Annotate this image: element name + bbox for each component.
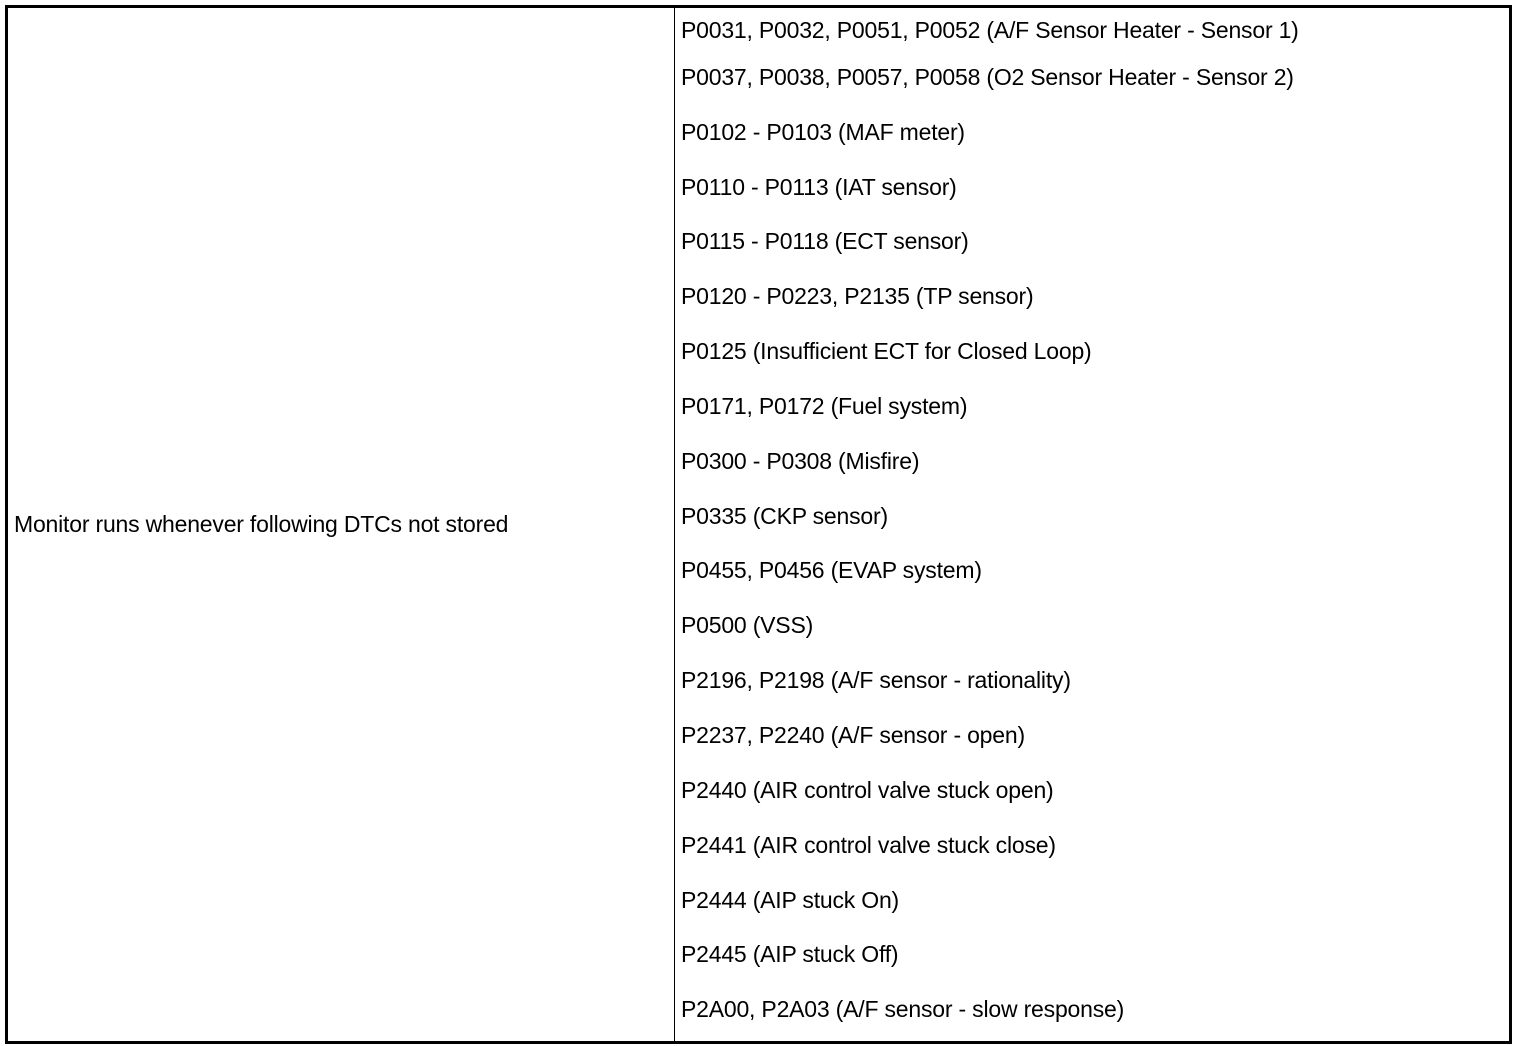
dtc-item: P0171, P0172 (Fuel system) — [681, 392, 968, 419]
dtc-item: P2444 (AIP stuck On) — [681, 886, 900, 913]
dtc-item: P0037, P0038, P0057, P0058 (O2 Sensor Heater - Sensor 2) — [681, 63, 1294, 90]
dtc-item: P0115 - P0118 (ECT sensor) — [681, 228, 969, 255]
dtc-list-cell — [675, 8, 1509, 1041]
dtc-item: P0335 (CKP sensor) — [681, 502, 888, 529]
dtc-item: P0102 - P0103 (MAF meter) — [681, 118, 965, 145]
dtc-item: P0110 - P0113 (IAT sensor) — [681, 173, 957, 200]
dtc-item: P0120 - P0223, P2135 (TP sensor) — [681, 283, 1034, 310]
dtc-item: P2445 (AIP stuck Off) — [681, 941, 899, 968]
dtc-item: P2441 (AIR control valve stuck close) — [681, 831, 1056, 858]
condition-label: Monitor runs whenever following DTCs not stored — [14, 511, 509, 537]
dtc-item: P0125 (Insufficient ECT for Closed Loop) — [681, 338, 1092, 365]
dtc-item: P0300 - P0308 (Misfire) — [681, 447, 920, 474]
dtc-table — [5, 5, 1512, 1044]
dtc-item: P2237, P2240 (A/F sensor - open) — [681, 721, 1025, 748]
condition-cell — [8, 8, 675, 1041]
dtc-item: P2196, P2198 (A/F sensor - rationality) — [681, 667, 1071, 694]
dtc-item: P2440 (AIR control valve stuck open) — [681, 776, 1054, 803]
dtc-item: P0031, P0032, P0051, P0052 (A/F Sensor Heater - Sensor 1) — [681, 17, 1299, 43]
dtc-item: P0455, P0456 (EVAP system) — [681, 557, 982, 584]
dtc-item: P2A00, P2A03 (A/F sensor - slow response) — [681, 996, 1125, 1023]
dtc-item: P0500 (VSS) — [681, 612, 814, 639]
